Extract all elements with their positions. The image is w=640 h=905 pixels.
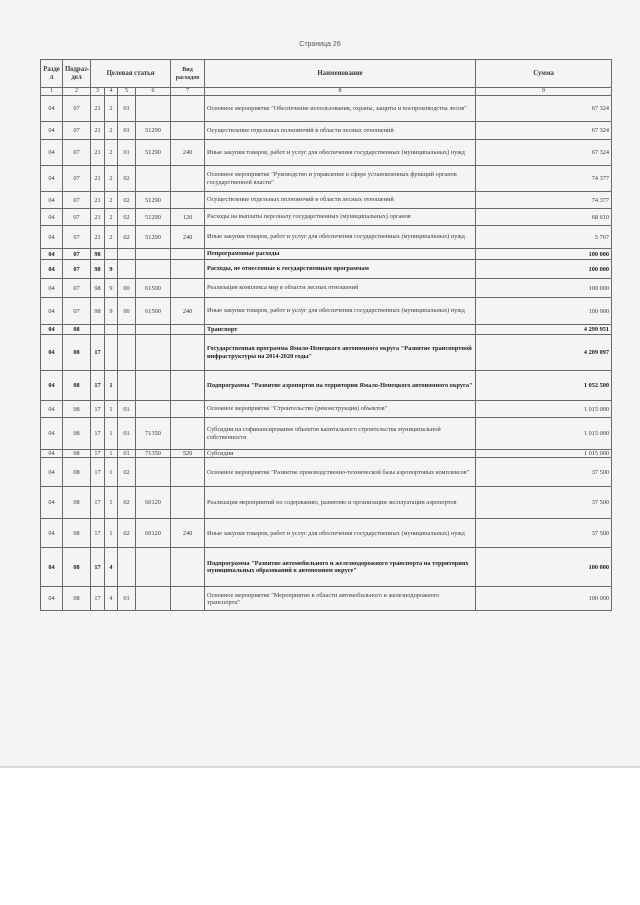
cell-c5: 01 bbox=[118, 418, 136, 450]
column-number: 5 bbox=[118, 88, 136, 96]
cell-sum: 68 610 bbox=[476, 209, 612, 226]
table-row bbox=[41, 140, 612, 166]
cell-c7 bbox=[171, 260, 205, 279]
cell-c7: 240 bbox=[171, 140, 205, 166]
cell-c6 bbox=[136, 371, 171, 401]
table-row bbox=[41, 260, 612, 279]
header-name: Наименование bbox=[205, 60, 476, 88]
table-row bbox=[41, 335, 612, 371]
cell-c3: 21 bbox=[91, 96, 105, 122]
cell-sum: 1 052 500 bbox=[476, 371, 612, 401]
cell-c5 bbox=[118, 260, 136, 279]
cell-name: Непрограммные расходы bbox=[205, 249, 476, 260]
cell-c2: 07 bbox=[63, 260, 91, 279]
cell-name: Транспорт bbox=[205, 325, 476, 335]
cell-c2: 07 bbox=[63, 209, 91, 226]
cell-c1: 04 bbox=[41, 335, 63, 371]
cell-c5: 01 bbox=[118, 140, 136, 166]
cell-c7 bbox=[171, 487, 205, 519]
table-row bbox=[41, 401, 612, 418]
cell-c1: 04 bbox=[41, 458, 63, 487]
cell-c3: 17 bbox=[91, 371, 105, 401]
cell-sum: 67 324 bbox=[476, 140, 612, 166]
cell-c6 bbox=[136, 249, 171, 260]
cell-c4: 2 bbox=[105, 140, 118, 166]
cell-c7 bbox=[171, 192, 205, 209]
cell-c3: 98 bbox=[91, 260, 105, 279]
cell-c6: 51290 bbox=[136, 122, 171, 140]
cell-c6 bbox=[136, 96, 171, 122]
cell-name: Основное мероприятие "Руководство и управление в сфере установленных функций органов государственной власти" bbox=[205, 166, 476, 192]
cell-c2: 07 bbox=[63, 226, 91, 249]
cell-c4: 9 bbox=[105, 298, 118, 325]
cell-c7 bbox=[171, 401, 205, 418]
cell-c2: 08 bbox=[63, 325, 91, 335]
cell-c3: 17 bbox=[91, 418, 105, 450]
table-row bbox=[41, 325, 612, 335]
cell-name: Реализация мероприятий по содержанию, развитию и организации эксплуатации аэропортов bbox=[205, 487, 476, 519]
cell-name: Иные закупки товаров, работ и услуг для обеспечения государственных (муниципальных) нужд bbox=[205, 519, 476, 548]
cell-c5: 02 bbox=[118, 192, 136, 209]
cell-c3: 21 bbox=[91, 166, 105, 192]
cell-c3: 21 bbox=[91, 140, 105, 166]
cell-c2: 07 bbox=[63, 249, 91, 260]
cell-c1: 04 bbox=[41, 192, 63, 209]
cell-name: Основное мероприятие "Развитие производственно-технической базы аэропортовых комплексов" bbox=[205, 458, 476, 487]
page-number: Страница 26 bbox=[299, 41, 341, 48]
cell-c4: 1 bbox=[105, 519, 118, 548]
cell-sum: 74 377 bbox=[476, 192, 612, 209]
cell-c1: 04 bbox=[41, 371, 63, 401]
cell-c1: 04 bbox=[41, 450, 63, 458]
cell-c7: 520 bbox=[171, 450, 205, 458]
cell-name: Осуществление отдельных полномочий в области лесных отношений bbox=[205, 122, 476, 140]
cell-c5: 01 bbox=[118, 587, 136, 611]
cell-c1: 04 bbox=[41, 209, 63, 226]
cell-name: Основное мероприятие "Обеспечение использования, охраны, защиты и воспроизводства лесов" bbox=[205, 96, 476, 122]
cell-name: Основное мероприятие "Строительство (реконструкция) объектов" bbox=[205, 401, 476, 418]
cell-sum: 37 500 bbox=[476, 458, 612, 487]
cell-c1: 04 bbox=[41, 298, 63, 325]
cell-sum: 4 209 097 bbox=[476, 335, 612, 371]
cell-c4: 2 bbox=[105, 166, 118, 192]
cell-c3: 98 bbox=[91, 249, 105, 260]
cell-c1: 04 bbox=[41, 519, 63, 548]
cell-c2: 07 bbox=[63, 298, 91, 325]
cell-name: Подпрограмма "Развитие аэропортов на территории Ямало-Ненецкого автономного округа" bbox=[205, 371, 476, 401]
cell-name: Реализация комплекса мер в области лесных отношений bbox=[205, 279, 476, 298]
cell-c4: 9 bbox=[105, 279, 118, 298]
cell-name: Осуществление отдельных полномочий в области лесных отношений bbox=[205, 192, 476, 209]
cell-c3: 21 bbox=[91, 122, 105, 140]
cell-c6 bbox=[136, 325, 171, 335]
table-row bbox=[41, 548, 612, 587]
cell-c3: 21 bbox=[91, 226, 105, 249]
table-row bbox=[41, 458, 612, 487]
cell-c6: 60120 bbox=[136, 487, 171, 519]
cell-c5: 02 bbox=[118, 487, 136, 519]
header-sum: Сумма bbox=[476, 60, 612, 88]
cell-c1: 04 bbox=[41, 260, 63, 279]
cell-name: Расходы на выплаты персоналу государственных (муниципальных) органов bbox=[205, 209, 476, 226]
cell-c2: 07 bbox=[63, 96, 91, 122]
cell-c4: 9 bbox=[105, 260, 118, 279]
cell-c7: 240 bbox=[171, 519, 205, 548]
cell-c2: 08 bbox=[63, 371, 91, 401]
cell-c2: 07 bbox=[63, 279, 91, 298]
table-row bbox=[41, 450, 612, 458]
cell-c7 bbox=[171, 96, 205, 122]
cell-c6: 61500 bbox=[136, 298, 171, 325]
cell-sum: 67 324 bbox=[476, 122, 612, 140]
column-number: 2 bbox=[63, 88, 91, 96]
cell-c6: 61500 bbox=[136, 279, 171, 298]
cell-c7 bbox=[171, 335, 205, 371]
cell-c2: 07 bbox=[63, 166, 91, 192]
cell-c2: 08 bbox=[63, 519, 91, 548]
header-vid: Вид расходов bbox=[171, 60, 205, 88]
column-number: 7 bbox=[171, 88, 205, 96]
cell-c5: 02 bbox=[118, 458, 136, 487]
cell-sum: 5 767 bbox=[476, 226, 612, 249]
cell-c6: 71350 bbox=[136, 450, 171, 458]
cell-c6: 60120 bbox=[136, 519, 171, 548]
cell-name: Расходы, не отнесенные к государственным программам bbox=[205, 260, 476, 279]
cell-c7 bbox=[171, 548, 205, 587]
table-row bbox=[41, 487, 612, 519]
cell-c6: 51290 bbox=[136, 226, 171, 249]
cell-c1: 04 bbox=[41, 401, 63, 418]
cell-c5: 01 bbox=[118, 96, 136, 122]
cell-c5 bbox=[118, 249, 136, 260]
cell-c2: 08 bbox=[63, 335, 91, 371]
cell-c3: 17 bbox=[91, 548, 105, 587]
cell-c4: 4 bbox=[105, 548, 118, 587]
header-razdel: Разде л bbox=[41, 60, 63, 88]
cell-c2: 07 bbox=[63, 192, 91, 209]
cell-c5: 01 bbox=[118, 450, 136, 458]
cell-c5 bbox=[118, 335, 136, 371]
cell-c3: 17 bbox=[91, 335, 105, 371]
cell-c6 bbox=[136, 335, 171, 371]
cell-c2: 08 bbox=[63, 548, 91, 587]
cell-c7 bbox=[171, 587, 205, 611]
cell-c2: 08 bbox=[63, 418, 91, 450]
cell-c3 bbox=[91, 325, 105, 335]
cell-c3: 17 bbox=[91, 519, 105, 548]
cell-c1: 04 bbox=[41, 166, 63, 192]
table-row bbox=[41, 209, 612, 226]
cell-c1: 04 bbox=[41, 325, 63, 335]
cell-sum: 1 015 000 bbox=[476, 418, 612, 450]
cell-c7: 120 bbox=[171, 209, 205, 226]
cell-c2: 08 bbox=[63, 587, 91, 611]
cell-sum: 100 000 bbox=[476, 298, 612, 325]
column-number: 1 bbox=[41, 88, 63, 96]
cell-c2: 07 bbox=[63, 140, 91, 166]
cell-c7 bbox=[171, 279, 205, 298]
table-row bbox=[41, 96, 612, 122]
table-row bbox=[41, 122, 612, 140]
cell-c6 bbox=[136, 260, 171, 279]
cell-c2: 08 bbox=[63, 458, 91, 487]
table-row bbox=[41, 226, 612, 249]
table-body bbox=[41, 96, 612, 611]
cell-c1: 04 bbox=[41, 418, 63, 450]
cell-c7 bbox=[171, 249, 205, 260]
cell-c1: 04 bbox=[41, 226, 63, 249]
cell-c7 bbox=[171, 418, 205, 450]
cell-c1: 04 bbox=[41, 140, 63, 166]
cell-c7 bbox=[171, 325, 205, 335]
cell-c5: 01 bbox=[118, 122, 136, 140]
column-number: 8 bbox=[205, 88, 476, 96]
cell-c3: 17 bbox=[91, 587, 105, 611]
cell-c5: 00 bbox=[118, 279, 136, 298]
cell-c6: 51290 bbox=[136, 140, 171, 166]
cell-name: Субсидии bbox=[205, 450, 476, 458]
cell-c5: 02 bbox=[118, 166, 136, 192]
cell-c1: 04 bbox=[41, 96, 63, 122]
cell-c5 bbox=[118, 371, 136, 401]
cell-sum: 100 000 bbox=[476, 249, 612, 260]
cell-c4 bbox=[105, 325, 118, 335]
table-row bbox=[41, 192, 612, 209]
cell-c2: 08 bbox=[63, 450, 91, 458]
cell-c4: 4 bbox=[105, 587, 118, 611]
cell-c5 bbox=[118, 548, 136, 587]
cell-sum: 100 000 bbox=[476, 279, 612, 298]
cell-c1: 04 bbox=[41, 548, 63, 587]
cell-c6 bbox=[136, 548, 171, 587]
cell-c3: 17 bbox=[91, 450, 105, 458]
cell-name: Субсидии на софинансирование объектов капитального строительства муниципальной собственности bbox=[205, 418, 476, 450]
cell-name: Иные закупки товаров, работ и услуг для обеспечения государственных (муниципальных) нужд bbox=[205, 298, 476, 325]
cell-c6 bbox=[136, 458, 171, 487]
cell-c7 bbox=[171, 371, 205, 401]
cell-c6: 51290 bbox=[136, 209, 171, 226]
table-row bbox=[41, 519, 612, 548]
cell-sum: 1 015 000 bbox=[476, 401, 612, 418]
cell-name: Основное мероприятие "Мероприятие в области автомобильного и железнодорожного транспорта" bbox=[205, 587, 476, 611]
cell-c4: 1 bbox=[105, 450, 118, 458]
cell-c3: 98 bbox=[91, 298, 105, 325]
cell-sum: 100 000 bbox=[476, 587, 612, 611]
cell-c7 bbox=[171, 166, 205, 192]
cell-name: Государственная программа Ямало-Ненецкого автономного округа "Развитие транспортной инфраструктуры на 2014-2020 годы" bbox=[205, 335, 476, 371]
cell-c2: 07 bbox=[63, 122, 91, 140]
cell-c1: 04 bbox=[41, 279, 63, 298]
cell-c4: 1 bbox=[105, 458, 118, 487]
cell-sum: 1 015 000 bbox=[476, 450, 612, 458]
cell-c1: 04 bbox=[41, 122, 63, 140]
cell-c4: 2 bbox=[105, 96, 118, 122]
cell-sum: 37 500 bbox=[476, 519, 612, 548]
cell-c4 bbox=[105, 335, 118, 371]
page-edge bbox=[0, 766, 640, 768]
cell-c1: 04 bbox=[41, 487, 63, 519]
column-number: 4 bbox=[105, 88, 118, 96]
header-podrazdel: Подраз- дел bbox=[63, 60, 91, 88]
table-row bbox=[41, 587, 612, 611]
cell-sum: 74 377 bbox=[476, 166, 612, 192]
cell-c3: 21 bbox=[91, 209, 105, 226]
cell-c4 bbox=[105, 249, 118, 260]
cell-c1: 04 bbox=[41, 249, 63, 260]
cell-c7 bbox=[171, 458, 205, 487]
cell-c5: 01 bbox=[118, 401, 136, 418]
cell-c3: 17 bbox=[91, 487, 105, 519]
cell-c3: 21 bbox=[91, 192, 105, 209]
cell-c4: 1 bbox=[105, 401, 118, 418]
column-number: 6 bbox=[136, 88, 171, 96]
cell-c5: 02 bbox=[118, 209, 136, 226]
cell-c4: 1 bbox=[105, 487, 118, 519]
cell-name: Иные закупки товаров, работ и услуг для обеспечения государственных (муниципальных) нужд bbox=[205, 140, 476, 166]
cell-c4: 2 bbox=[105, 226, 118, 249]
cell-c3: 98 bbox=[91, 279, 105, 298]
cell-c5: 02 bbox=[118, 519, 136, 548]
cell-c3: 17 bbox=[91, 458, 105, 487]
table-row bbox=[41, 371, 612, 401]
column-number: 3 bbox=[91, 88, 105, 96]
cell-c6 bbox=[136, 401, 171, 418]
cell-c4: 2 bbox=[105, 122, 118, 140]
cell-c4: 2 bbox=[105, 192, 118, 209]
cell-c6 bbox=[136, 166, 171, 192]
table-row bbox=[41, 298, 612, 325]
header-celevaya: Целевая статья bbox=[91, 60, 171, 88]
budget-table bbox=[40, 59, 612, 611]
cell-c6 bbox=[136, 587, 171, 611]
cell-c7: 240 bbox=[171, 298, 205, 325]
cell-sum: 100 000 bbox=[476, 260, 612, 279]
column-number: 9 bbox=[476, 88, 612, 96]
cell-c5: 02 bbox=[118, 226, 136, 249]
cell-name: Иные закупки товаров, работ и услуг для обеспечения государственных (муниципальных) нужд bbox=[205, 226, 476, 249]
cell-c5 bbox=[118, 325, 136, 335]
cell-c7 bbox=[171, 122, 205, 140]
column-numbers-row bbox=[41, 88, 612, 96]
cell-c7: 240 bbox=[171, 226, 205, 249]
table-row bbox=[41, 249, 612, 260]
table-row bbox=[41, 166, 612, 192]
cell-sum: 67 324 bbox=[476, 96, 612, 122]
cell-c5: 00 bbox=[118, 298, 136, 325]
cell-c4: 1 bbox=[105, 418, 118, 450]
cell-c6: 71350 bbox=[136, 418, 171, 450]
table-row bbox=[41, 279, 612, 298]
cell-sum: 4 299 951 bbox=[476, 325, 612, 335]
cell-name: Подпрограмма "Развитие автомобильного и железнодорожного транспорта на территориях муниципальных образований в автономном округе" bbox=[205, 548, 476, 587]
cell-c6: 51290 bbox=[136, 192, 171, 209]
cell-c4: 2 bbox=[105, 209, 118, 226]
cell-c1: 04 bbox=[41, 587, 63, 611]
cell-c2: 08 bbox=[63, 401, 91, 418]
cell-c4: 1 bbox=[105, 371, 118, 401]
header-row bbox=[41, 60, 612, 88]
cell-c2: 08 bbox=[63, 487, 91, 519]
table-row bbox=[41, 418, 612, 450]
cell-sum: 100 000 bbox=[476, 548, 612, 587]
cell-c3: 17 bbox=[91, 401, 105, 418]
cell-sum: 37 500 bbox=[476, 487, 612, 519]
